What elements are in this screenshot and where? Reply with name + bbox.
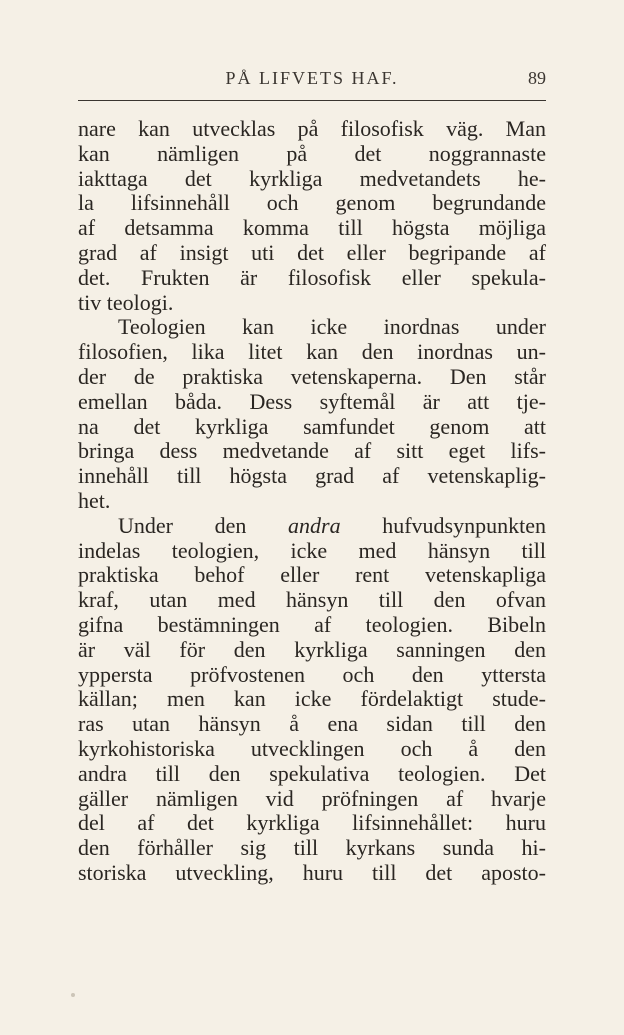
text-line: praktiska behof eller rent vetenskapliga (78, 562, 546, 588)
text-line: del af det kyrkliga lifsinnehållet: huru (78, 810, 546, 836)
text-line: ras utan hänsyn å ena sidan till den (78, 711, 546, 737)
text-line: yppersta pröfvostenen och den yttersta (78, 661, 546, 687)
emphasized-word: andra (288, 512, 341, 538)
text-line: gifna bestämningen af teologien. Bibeln (78, 611, 546, 637)
text-line: källan; men kan icke fördelaktigt stude- (78, 686, 546, 712)
text-line: innehåll till högsta grad af vetenskaplig- (78, 463, 546, 489)
line-suffix: hufvudsynpunkten (382, 512, 546, 538)
text-line: la lifsinnehåll och genom begrundande (78, 190, 546, 216)
paper-speck (71, 993, 75, 997)
text-line: är väl för den kyrkliga sanningen den (78, 636, 546, 662)
text-line: bringa dess medvetande af sitt eget lifs- (78, 438, 546, 464)
text-line: der de praktiska vetenskaperna. Den står (78, 363, 546, 389)
text-line: filosofien, lika litet kan den inordnas un- (78, 339, 546, 365)
text-line: het. (78, 487, 111, 513)
page-number: 89 (528, 68, 546, 88)
text-line: andra till den spekulativa teologien. Det (78, 760, 546, 786)
line-prefix: Under den (118, 512, 247, 538)
text-line: gäller nämligen vid pröfningen af hvarje (78, 785, 546, 811)
text-line: indelas teologien, icke med hänsyn till (78, 537, 546, 563)
text-line: kyrkohistoriska utvecklingen och å den (78, 735, 546, 761)
text-line: grad af insigt uti det eller begripande af (78, 239, 546, 265)
text-line: kraf, utan med hänsyn till den ofvan (78, 587, 546, 613)
text-line: tiv teologi. (78, 289, 174, 315)
running-title: PÅ LIFVETS HAF. (225, 68, 399, 88)
text-line-with-emphasis (78, 514, 546, 539)
running-head (78, 68, 546, 98)
text-line: iakttaga det kyrkliga medvetandets he- (78, 165, 546, 191)
text-line: nare kan utvecklas på filosofisk väg. Man (78, 116, 546, 141)
body-text (78, 117, 546, 886)
text-line: af detsamma komma till högsta möjliga (78, 215, 546, 241)
text-line: storiska utveckling, huru till det aposto- (78, 859, 546, 885)
text-line: det. Frukten är filosofisk eller spekula- (78, 264, 546, 290)
text-line: na det kyrkliga samfundet genom att (78, 413, 546, 439)
text-line: den förhåller sig till kyrkans sunda hi- (78, 835, 546, 861)
text-line: emellan båda. Dess syftemål är att tje- (78, 388, 546, 414)
text-line: kan nämligen på det noggrannaste (78, 140, 546, 166)
text-line: Teologien kan icke inordnas under (118, 314, 546, 340)
header-rule (78, 100, 546, 101)
